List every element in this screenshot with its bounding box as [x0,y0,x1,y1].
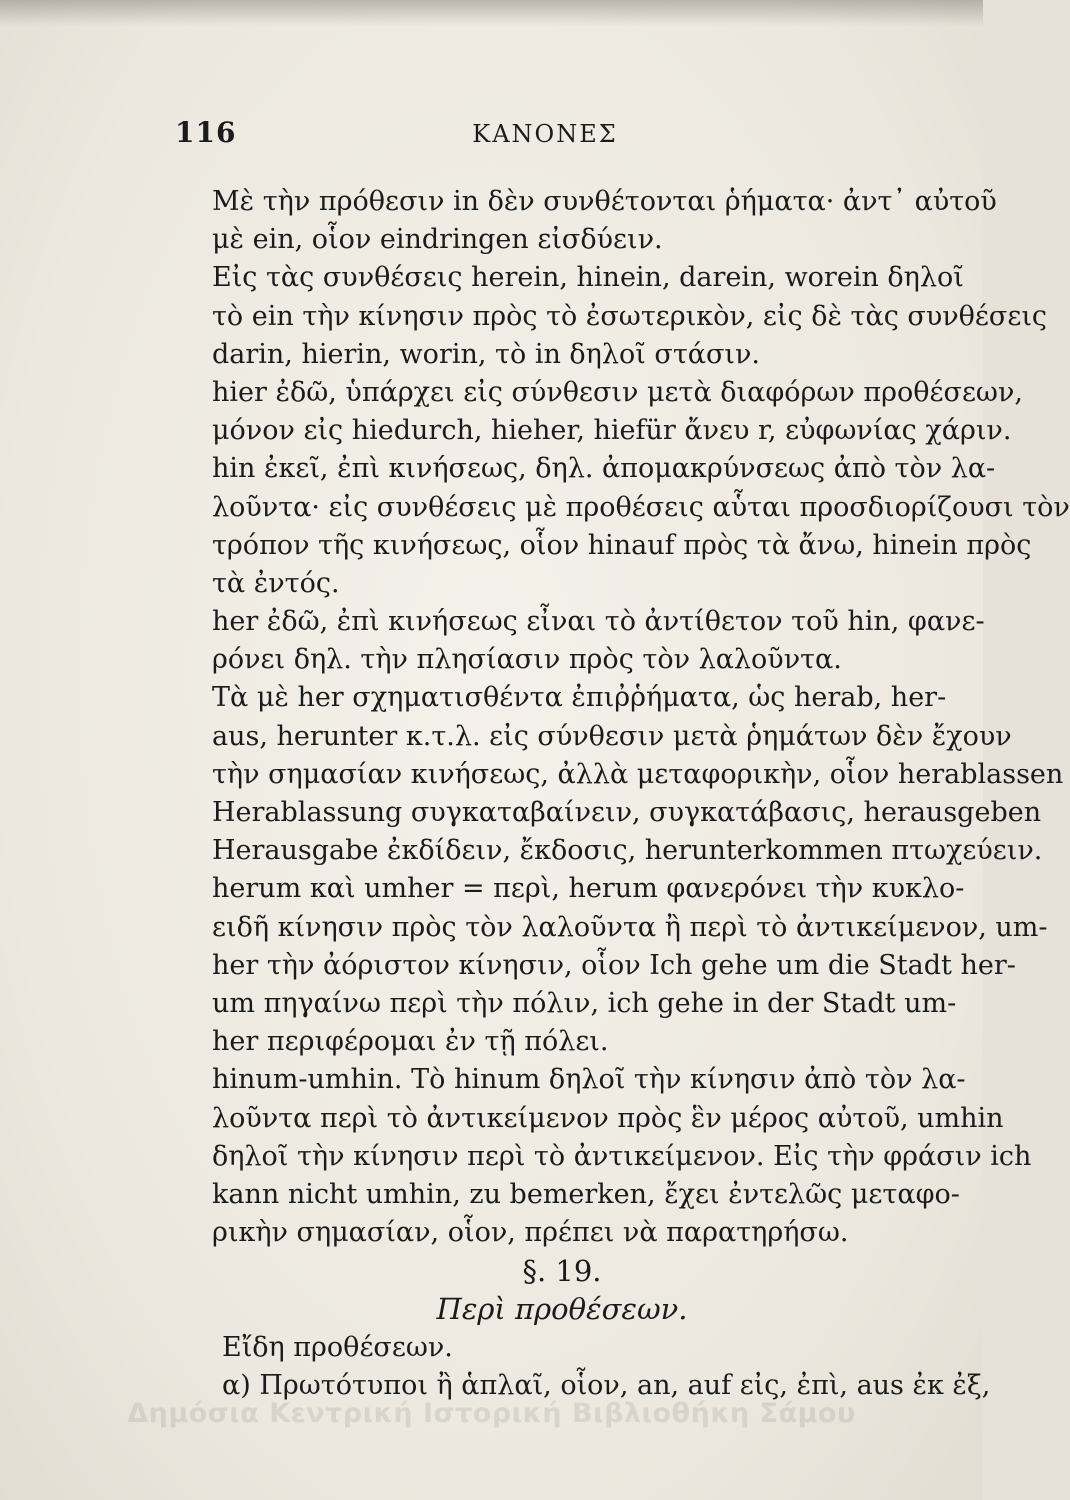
section-title: Περὶ προθέσεων. [436,1292,688,1327]
text-line: hinum-umhin. Τὸ hinum δηλοῖ τὴν κίνησιν ἀπὸ τὸν λα- [212,1064,966,1096]
text-line: Εἴδη προθέσεων. [222,1331,453,1363]
text-line: μὲ ein, οἷον eindringen εἰσδύειν. [212,224,663,256]
text-line: aus, herunter κ.τ.λ. εἰς σύνθεσιν μετὰ ῥημάτων δὲν ἔχουν [212,720,1012,752]
text-line: ρόνει δηλ. τὴν πλησίασιν πρὸς τὸν λαλοῦντα. [212,644,842,676]
text-line: her περιφέρομαι ἐν τῇ πόλει. [212,1026,609,1058]
running-title: ΚΑΝΟΝΕΣ [472,120,618,148]
text-line: ειδῆ κίνησιν πρὸς τὸν λαλοῦντα ἢ περὶ τὸ ἀντικείμενον, um- [212,911,1048,943]
body-text [212,183,1070,1405]
text-line: Τὰ μὲ her σχηματισθέντα ἐπιῤῥήματα, ὡς herab, her- [212,682,947,714]
text-line: τὴν σημασίαν κινήσεως, ἀλλὰ μεταφορικὴν, οἷον herablassen [212,758,1064,790]
text-line: herum καὶ umher = περὶ, herum φανερόνει τὴν κυκλο- [212,873,965,905]
text-line: darin, hierin, worin, τὸ in δηλοῖ στάσιν. [212,338,761,370]
text-line: hin ἐκεῖ, ἐπὶ κινήσεως, δηλ. ἀπομακρύνσεως ἀπὸ τὸν λα- [212,453,996,485]
page-edge-shadow [0,0,983,26]
text-line: Herausgabe ἐκδίδειν, ἔκδοσις, herunterkommen πτωχεύειν. [212,835,1043,867]
text-line: λοῦντα περὶ τὸ ἀντικείμενον πρὸς ἓν μέρος αὐτοῦ, umhin [212,1102,1004,1134]
text-line: τρόπον τῆς κινήσεως, οἷον hinauf πρὸς τὰ ἄνω, hinein πρὸς [212,529,1032,561]
page-number: 116 [175,116,237,149]
library-watermark: Δημόσια Κεντρική Ιστορική Βιβλιοθήκη Σάμου [127,1398,856,1429]
text-line: hier ἐδῶ, ὑπάρχει εἰς σύνθεσιν μετὰ διαφόρων προθέσεων, [212,376,1023,408]
text-line: τὸ ein τὴν κίνησιν πρὸς τὸ ἐσωτερικὸν, εἰς δὲ τὰς συνθέσεις [212,300,1048,332]
text-line: α) Πρωτότυποι ἢ ἁπλαῖ, οἷον, an, auf εἰς, ἐπὶ, aus ἐκ ἐξ, [222,1369,991,1401]
text-line: δηλοῖ τὴν κίνησιν περὶ τὸ ἀντικείμενον. Εἰς τὴν φράσιν ich [212,1140,1032,1172]
text-line: Herablassung συγκαταβαίνειν, συγκατάβασις, herausgeben [212,797,1042,828]
text-line: Εἰς τὰς συνθέσεις herein, hinein, darein, worein δηλοῖ [212,262,964,294]
text-line: her τὴν ἀόριστον κίνησιν, οἷον Ich gehe um die Stadt her- [212,949,1016,981]
text-line: kann nicht umhin, zu bemerken, ἔχει ἐντελῶς μεταφο- [212,1178,960,1210]
page-header [175,116,915,152]
text-line: her ἐδῶ, ἐπὶ κινήσεως εἶναι τὸ ἀντίθετον τοῦ hin, φανε- [212,606,985,638]
text-line: Μὲ τὴν πρόθεσιν in δὲν συνθέτονται ῥήματα· ἀντ᾿ αὐτοῦ [212,186,997,217]
text-line: τὰ ἐντός. [212,567,340,599]
text-line: ρικὴν σημασίαν, οἷον, πρέπει νὰ παρατηρήσω. [212,1217,849,1249]
text-line: λοῦντα· εἰς συνθέσεις μὲ προθέσεις αὗται προσδιορίζουσι τὸν [212,491,1070,523]
text-line: μόνον εἰς hiedurch, hieher, hiefür ἄνευ r, εὐφωνίας χάριν. [212,415,1012,447]
section-number: §. 19. [522,1254,602,1289]
text-line: um πηγαίνω περὶ τὴν πόλιν, ich gehe in der Stadt um- [212,987,957,1019]
